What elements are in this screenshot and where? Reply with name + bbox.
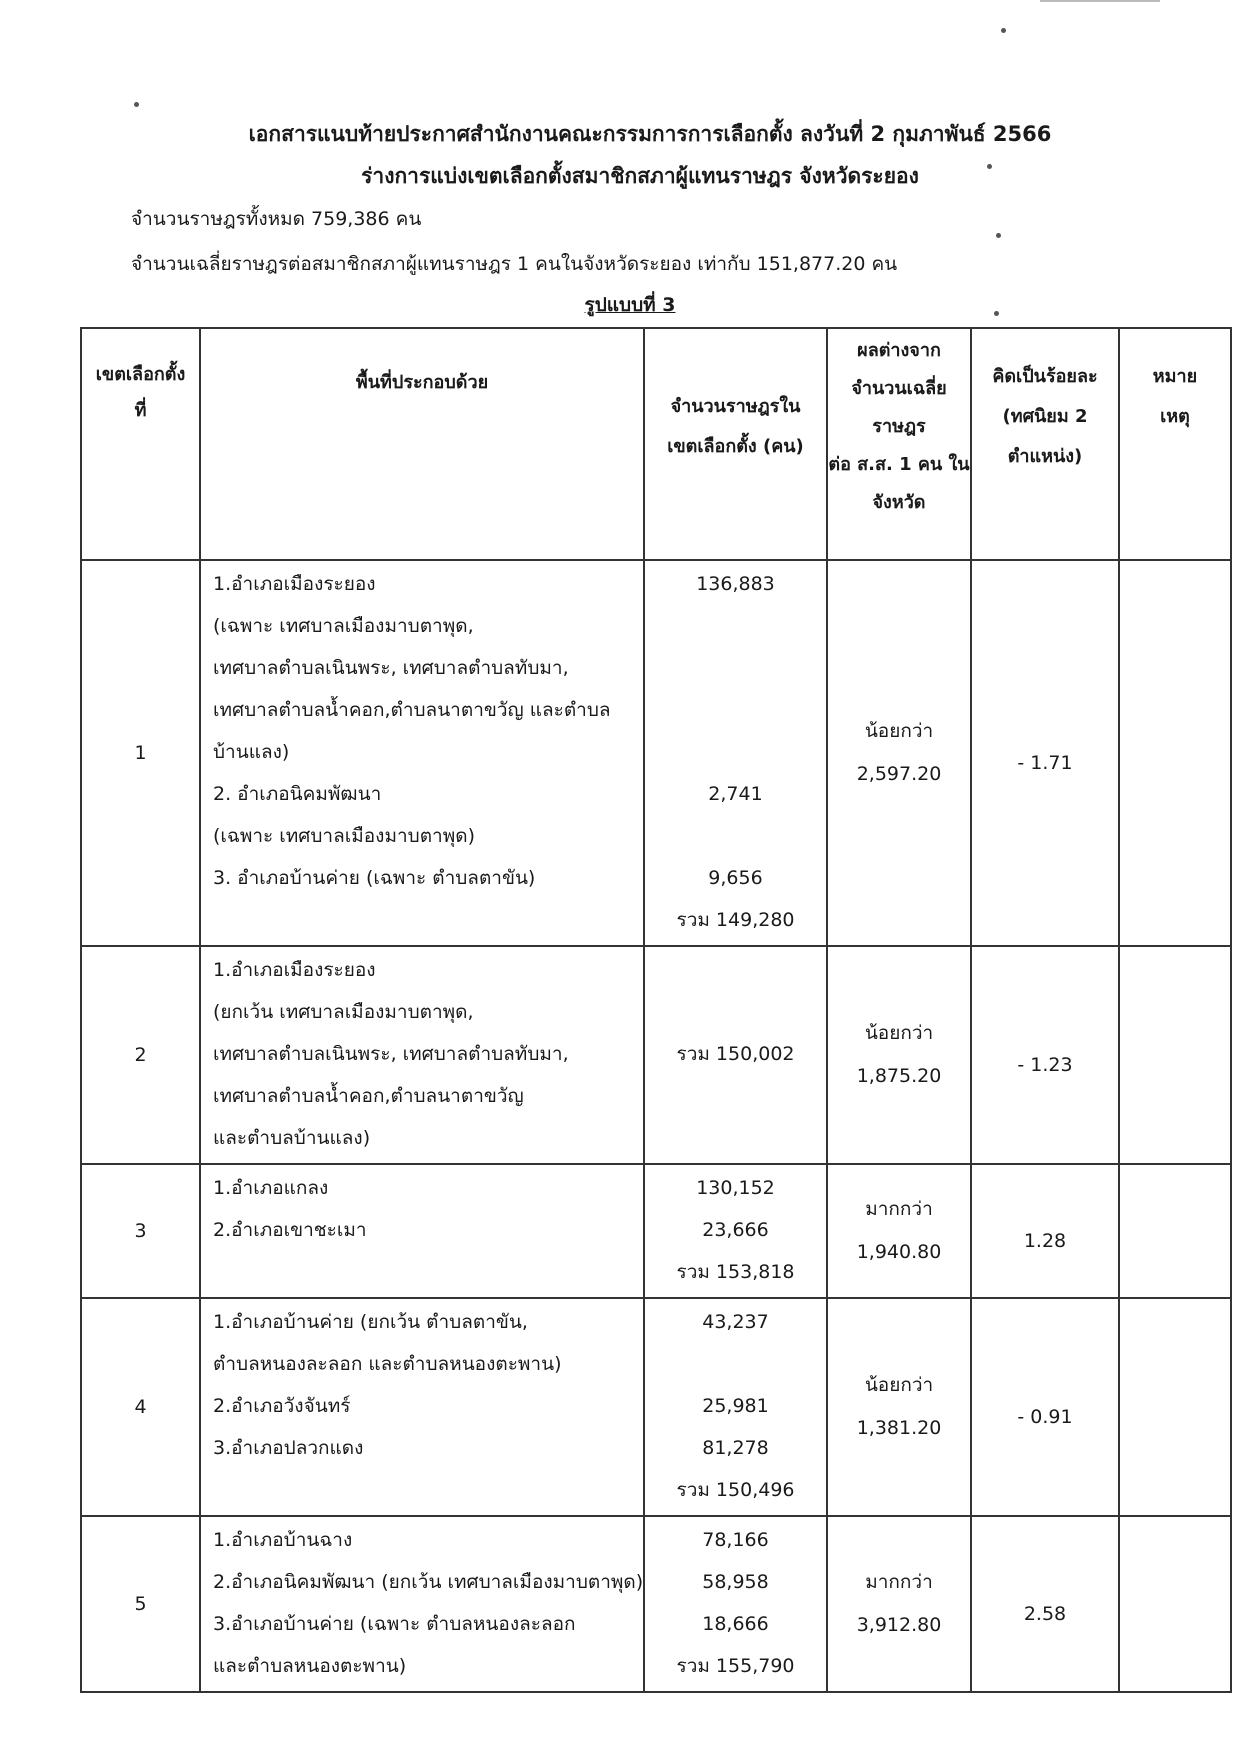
header-area-label: พื้นที่ประกอบด้วย [355, 372, 489, 393]
area-cell [200, 1164, 644, 1298]
district-number: 3 [134, 1220, 147, 1242]
area-line: 2.อำเภอเขาชะเมา [213, 1219, 367, 1241]
percent-cell [971, 1164, 1119, 1298]
area-line [201, 1469, 643, 1511]
difference-cell [827, 1164, 971, 1298]
header-difference-line: จำนวนเฉลี่ย [851, 378, 947, 399]
header-percent-line: คิดเป็นร้อยละ [992, 366, 1098, 387]
area-line: 3.อำเภอปลวกแดง [213, 1437, 364, 1459]
header-difference [827, 328, 971, 560]
header-remark-line: หมาย [1152, 366, 1198, 387]
district-number-cell [81, 1164, 200, 1298]
area-cell [200, 1516, 644, 1692]
area-line: เทศบาลตำบลเนินพระ, เทศบาลตำบลทับมา, [213, 657, 569, 679]
header-difference-line: ต่อ ส.ส. 1 คน ใน [828, 454, 970, 475]
area-cell [200, 1298, 644, 1516]
header-remark [1119, 328, 1231, 560]
population-line [645, 1075, 826, 1117]
district-number-cell [81, 946, 200, 1164]
area-line: ตำบลหนองละลอก และตำบลหนองตะพาน) [213, 1353, 562, 1375]
area-line: เทศบาลตำบลน้ำคอก,ตำบลนาตาขวัญ และตำบล [213, 699, 611, 721]
header-percent-line: (ทศนิยม 2 [1002, 406, 1088, 427]
area-line: บ้านแลง) [213, 741, 290, 763]
header-district-line: ที่ [134, 400, 147, 421]
remark-cell [1119, 1516, 1231, 1692]
header-population-line: เขตเลือกตั้ง (คน) [667, 436, 804, 457]
population-cell [644, 1298, 827, 1516]
percent-cell [971, 946, 1119, 1164]
percent-value: - 1.71 [1017, 752, 1073, 774]
population-line: รวม 155,790 [676, 1655, 795, 1677]
table-row [81, 1164, 1231, 1298]
district-number-cell [81, 560, 200, 946]
population-line: รวม 149,280 [676, 909, 795, 931]
population-line: 2,741 [708, 783, 763, 805]
scan-speck [994, 311, 999, 316]
table-row [81, 1516, 1231, 1692]
area-line: 1.อำเภอบ้านค่าย (ยกเว้น ตำบลตาขัน, [213, 1311, 528, 1333]
area-line: 2.อำเภอวังจันทร์ [213, 1395, 351, 1417]
district-number-cell [81, 1298, 200, 1516]
population-line: รวม 150,496 [676, 1479, 795, 1501]
average-population-text: จำนวนเฉลี่ยราษฎรต่อสมาชิกสภาผู้แทนราษฎร 1 คนในจังหวัดระยอง เท่ากับ 151,877.20 คน [131, 253, 898, 275]
percent-value: 1.28 [1023, 1230, 1067, 1252]
population-cell [644, 1164, 827, 1298]
scan-speck [134, 102, 139, 107]
header-population-line: จำนวนราษฎรใน [670, 396, 801, 417]
header-percent-line: ตำแหน่ง) [1007, 446, 1083, 467]
difference-line: 1,940.80 [856, 1241, 942, 1263]
area-line: และตำบลบ้านแลง) [213, 1127, 371, 1149]
population-line: 25,981 [702, 1395, 769, 1417]
table-header-row [81, 328, 1231, 560]
population-line: 43,237 [702, 1311, 769, 1333]
remark-cell [1119, 946, 1231, 1164]
area-line: เทศบาลตำบลน้ำคอก,ตำบลนาตาขวัญ [213, 1085, 524, 1107]
percent-cell [971, 560, 1119, 946]
population-cell [644, 1516, 827, 1692]
difference-line: น้อยกว่า [864, 1022, 934, 1044]
population-line: 130,152 [696, 1177, 775, 1199]
difference-line: น้อยกว่า [864, 1374, 934, 1396]
percent-value: - 1.23 [1017, 1054, 1073, 1076]
area-line: 1.อำเภอบ้านฉาง [213, 1529, 353, 1551]
difference-cell [827, 946, 971, 1164]
area-line: (เฉพาะ เทศบาลเมืองมาบตาพุด) [213, 825, 475, 847]
population-line [645, 949, 826, 991]
difference-line: 1,381.20 [856, 1417, 942, 1439]
header-district-line: เขตเลือกตั้ง [95, 364, 186, 385]
area-line: (เฉพาะ เทศบาลเมืองมาบตาพุด, [213, 615, 474, 637]
population-cell [644, 560, 827, 946]
table-row [81, 560, 1231, 946]
format-label: รูปแบบที่ 3 [584, 294, 676, 316]
area-cell [200, 946, 644, 1164]
header-difference-line: จังหวัด [872, 492, 926, 513]
difference-cell [827, 1516, 971, 1692]
remark-cell [1119, 1164, 1231, 1298]
difference-line: 3,912.80 [856, 1614, 942, 1636]
scan-speck [987, 164, 992, 169]
district-number: 4 [134, 1396, 147, 1418]
area-cell [200, 560, 644, 946]
district-number: 5 [134, 1593, 147, 1615]
area-line: 1.อำเภอแกลง [213, 1177, 329, 1199]
population-line: 81,278 [702, 1437, 769, 1459]
population-line: 9,656 [708, 867, 763, 889]
header-remark-line: เหตุ [1160, 406, 1190, 427]
district-number-cell [81, 1516, 200, 1692]
percent-value: - 0.91 [1017, 1406, 1073, 1428]
difference-cell [827, 560, 971, 946]
scan-speck [1001, 28, 1006, 33]
difference-line: 1,875.20 [856, 1065, 942, 1087]
population-line [645, 815, 826, 857]
population-line [645, 731, 826, 773]
population-line [645, 1343, 826, 1385]
header-area [200, 328, 644, 560]
area-line: และตำบลหนองตะพาน) [213, 1655, 407, 1677]
area-line: 2.อำเภอนิคมพัฒนา (ยกเว้น เทศบาลเมืองมาบตาพุด) [213, 1571, 643, 1593]
population-line: 58,958 [702, 1571, 769, 1593]
header-district [81, 328, 200, 560]
population-line: 78,166 [702, 1529, 769, 1551]
difference-line: มากกว่า [865, 1571, 933, 1593]
district-number: 1 [134, 742, 147, 764]
remark-cell [1119, 1298, 1231, 1516]
area-line: 1.อำเภอเมืองระยอง [213, 573, 376, 595]
table-row [81, 1298, 1231, 1516]
difference-line: มากกว่า [865, 1198, 933, 1220]
scan-speck [996, 233, 1001, 238]
population-line [645, 647, 826, 689]
district-table [80, 327, 1232, 1693]
header-percent [971, 328, 1119, 560]
population-line: 136,883 [696, 573, 775, 595]
area-line: (ยกเว้น เทศบาลเมืองมาบตาพุด, [213, 1001, 474, 1023]
area-line [201, 1251, 643, 1293]
document-title: เอกสารแนบท้ายประกาศสำนักงานคณะกรรมการการเลือกตั้ง ลงวันที่ 2 กุมภาพันธ์ 2566 [248, 122, 1052, 146]
difference-line: 2,597.20 [856, 763, 942, 785]
population-line [645, 605, 826, 647]
percent-value: 2.58 [1023, 1603, 1067, 1625]
remark-cell [1119, 560, 1231, 946]
area-line: 1.อำเภอเมืองระยอง [213, 959, 376, 981]
percent-cell [971, 1516, 1119, 1692]
population-line: 18,666 [702, 1613, 769, 1635]
difference-cell [827, 1298, 971, 1516]
area-line: 2. อำเภอนิคมพัฒนา [213, 783, 382, 805]
area-line: 3.อำเภอบ้านค่าย (เฉพาะ ตำบลหนองละลอก [213, 1613, 576, 1635]
area-line: 3. อำเภอบ้านค่าย (เฉพาะ ตำบลตาขัน) [213, 867, 536, 889]
population-line: 23,666 [702, 1219, 769, 1241]
scan-edge-mark [1040, 0, 1160, 2]
header-difference-line: ผลต่างจาก [857, 340, 941, 361]
population-line [645, 1117, 826, 1159]
population-line [645, 991, 826, 1033]
header-difference-line: ราษฎร [872, 416, 926, 437]
percent-cell [971, 1298, 1119, 1516]
difference-line: น้อยกว่า [864, 720, 934, 742]
total-population-text: จำนวนราษฎรทั้งหมด 759,386 คน [131, 208, 422, 230]
table-row [81, 946, 1231, 1164]
population-line: รวม 153,818 [676, 1261, 795, 1283]
population-line: รวม 150,002 [676, 1043, 795, 1065]
area-line [201, 899, 643, 941]
population-line [645, 689, 826, 731]
population-cell [644, 946, 827, 1164]
header-population [644, 328, 827, 560]
document-subtitle: ร่างการแบ่งเขตเลือกตั้งสมาชิกสภาผู้แทนราษฎร จังหวัดระยอง [361, 164, 919, 188]
area-line: เทศบาลตำบลเนินพระ, เทศบาลตำบลทับมา, [213, 1043, 569, 1065]
district-number: 2 [134, 1044, 147, 1066]
